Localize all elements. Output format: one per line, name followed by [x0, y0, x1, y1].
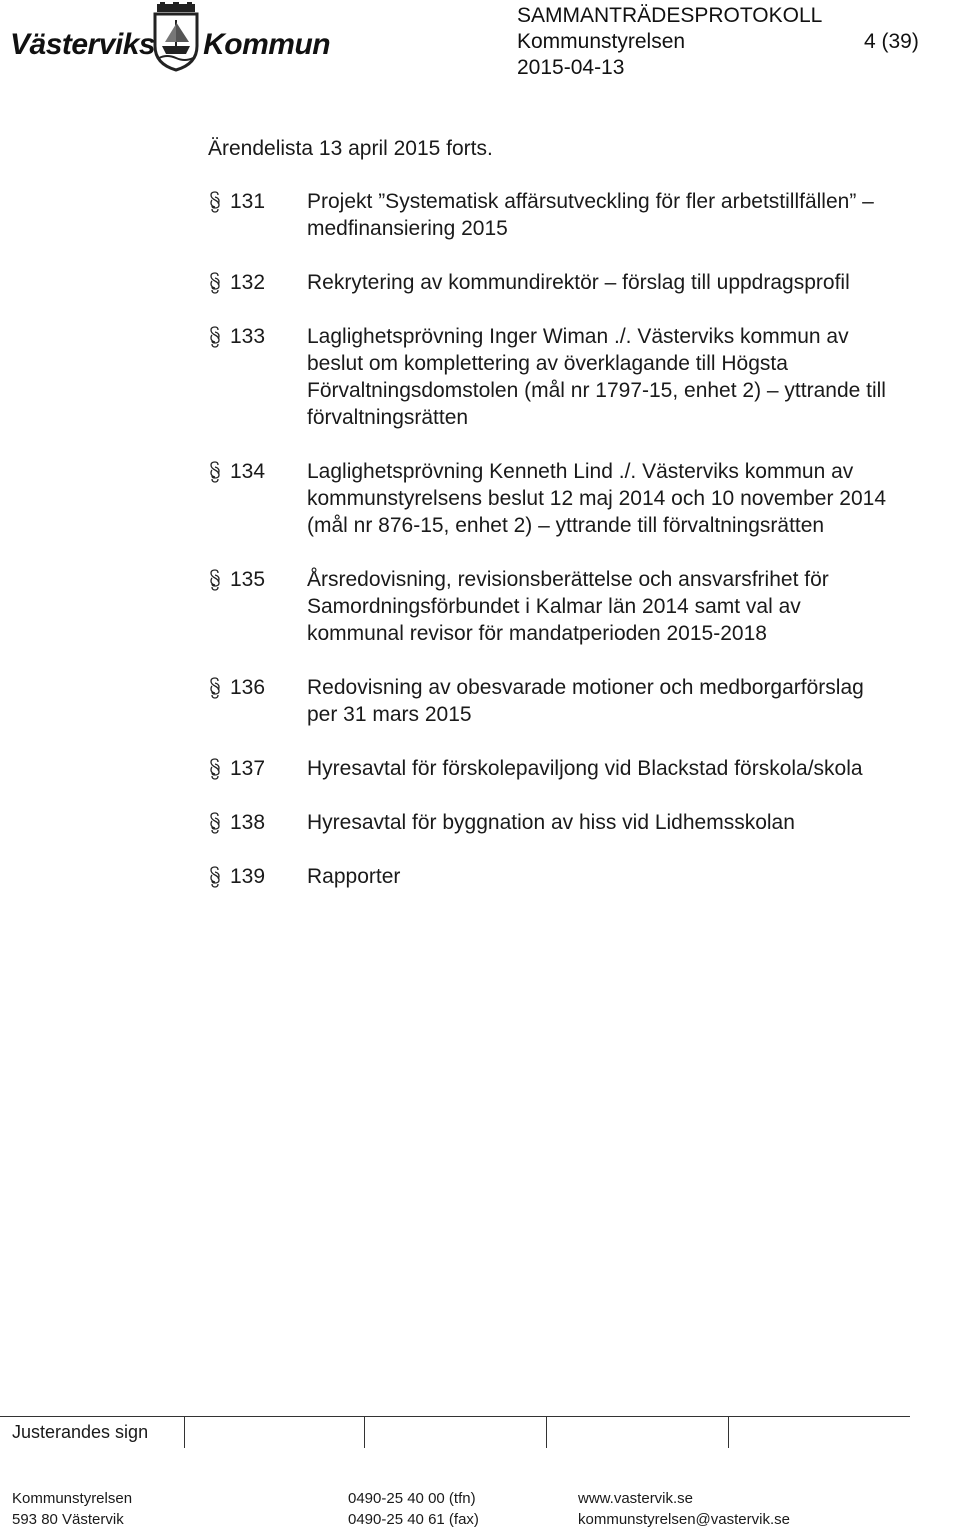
- signature-box: [184, 1416, 185, 1448]
- section-sign-icon: [208, 272, 222, 294]
- agenda-item-title: Rapporter: [307, 865, 401, 888]
- footer-fax: 0490-25 40 61 (fax): [348, 1511, 479, 1528]
- agenda-item-title: Projekt ”Systematisk affärsutveckling för fler arbetstillfällen” – medfinansiering 2015: [307, 190, 874, 240]
- agenda-item: [208, 863, 958, 890]
- agenda-item-title: Hyresavtal för byggnation av hiss vid Lidhemsskolan: [307, 811, 795, 834]
- section-sign-icon: [208, 326, 222, 348]
- logo-text-vasterviks: Västerviks: [10, 28, 156, 61]
- document-header: [517, 3, 919, 81]
- agenda-item-title: Rekrytering av kommundirektör – förslag till uppdragsprofil: [307, 271, 850, 294]
- section-sign-icon: [208, 569, 222, 591]
- signature-box: [728, 1416, 729, 1448]
- agenda-intro: Ärendelista 13 april 2015 forts.: [208, 137, 493, 160]
- municipality-logo: [10, 2, 331, 72]
- signature-box: [364, 1416, 365, 1448]
- signature-line: [0, 1416, 910, 1417]
- agenda-item-number: 133: [230, 325, 266, 348]
- signature-row: [0, 1416, 910, 1450]
- logo-text-kommun: Kommun: [203, 28, 331, 61]
- agenda-item: [208, 323, 958, 431]
- section-sign-icon: [208, 461, 222, 483]
- document-type: SAMMANTRÄDESPROTOKOLL: [517, 4, 823, 27]
- agenda-item-number: 131: [230, 190, 266, 213]
- agenda-item: [208, 809, 958, 836]
- agenda-item: [208, 269, 958, 296]
- signature-label: Justerandes sign: [12, 1422, 149, 1442]
- agenda-item: [208, 674, 958, 728]
- section-sign-icon: [208, 812, 222, 834]
- committee-name: Kommunstyrelsen: [517, 30, 686, 53]
- footer-address: 593 80 Västervik: [12, 1511, 124, 1528]
- page-number: 4 (39): [864, 30, 919, 53]
- agenda-item: [208, 188, 958, 242]
- agenda-item-title: Redovisning av obesvarade motioner och medborgarförslag per 31 mars 2015: [307, 676, 864, 726]
- agenda-item-number: 134: [230, 460, 266, 483]
- agenda-item-number: 136: [230, 676, 266, 699]
- agenda-item: [208, 755, 958, 782]
- agenda-item-title: Hyresavtal för förskolepaviljong vid Blackstad förskola/skola: [307, 757, 863, 780]
- section-sign-icon: [208, 758, 222, 780]
- footer-web: www.vastervik.se: [578, 1490, 694, 1507]
- coat-of-arms-icon: [147, 2, 205, 72]
- section-sign-icon: [208, 191, 222, 213]
- agenda-item: [208, 458, 958, 539]
- footer-email: kommunstyrelsen@vastervik.se: [578, 1511, 790, 1528]
- agenda-item-number: 135: [230, 568, 266, 591]
- footer-phone: 0490-25 40 00 (tfn): [348, 1490, 476, 1507]
- agenda-item-title: Laglighetsprövning Inger Wiman ./. Västerviks kommun av beslut om komplettering av överklagande till Högsta Förvaltningsdomstolen (mål nr 1797-15, enhet 2) – yttrande till förvaltningsrätten: [307, 325, 886, 429]
- agenda-item-number: 132: [230, 271, 266, 294]
- section-sign-icon: [208, 677, 222, 699]
- agenda-list: [208, 188, 958, 890]
- meeting-date: 2015-04-13: [517, 56, 625, 79]
- agenda-item-number: 139: [230, 865, 266, 888]
- agenda-item: [208, 566, 958, 647]
- agenda-item-number: 137: [230, 757, 266, 780]
- signature-box: [546, 1416, 547, 1448]
- agenda-item-title: Årsredovisning, revisionsberättelse och ansvarsfrihet för Samordningsförbundet i Kalmar län 2014 samt val av kommunal revisor för mandatperioden 2015-2018: [307, 568, 829, 645]
- footer-org: Kommunstyrelsen: [12, 1490, 133, 1507]
- agenda-item-number: 138: [230, 811, 266, 834]
- section-sign-icon: [208, 866, 222, 888]
- agenda-item-title: Laglighetsprövning Kenneth Lind ./. Västerviks kommun av kommunstyrelsens beslut 12 maj 2014 och 10 november 2014 (mål nr 876-15, enhet 2) – yttrande till förvaltningsrätten: [307, 460, 886, 537]
